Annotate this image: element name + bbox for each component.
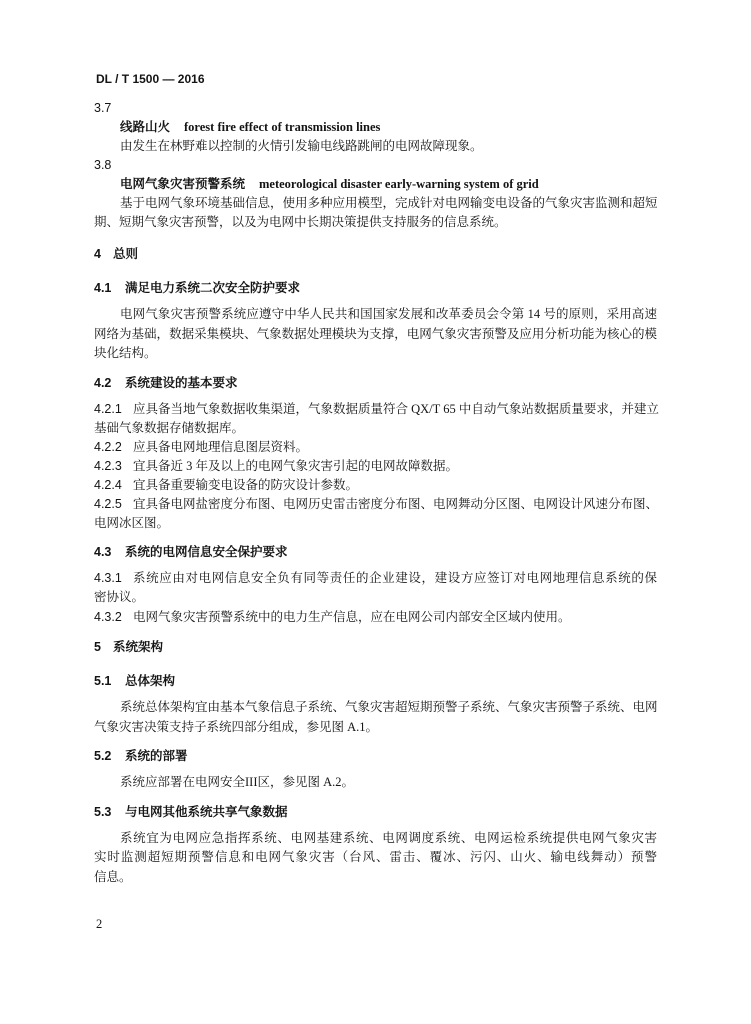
clause-line: 密协议。 bbox=[94, 590, 145, 604]
paragraph-line: 网络为基础，数据采集模块、气象数据处理模块为支撑，电网气象灾害预警及应用分析功能为核心的模 bbox=[94, 327, 657, 341]
term-chinese: 电网气象灾害预警系统 bbox=[120, 177, 246, 191]
clause-line: 电网冰区图。 bbox=[94, 516, 170, 530]
section-number: 4.1 bbox=[94, 281, 112, 295]
clause-number: 4.2.2 bbox=[94, 440, 122, 454]
term-definition-line: 由发生在林野难以控制的火情引发输电线路跳闸的电网故障现象。 bbox=[120, 139, 483, 153]
paragraph-line: 系统应部署在电网安全III区，参见图 A.2。 bbox=[120, 775, 355, 789]
section-title: 满足电力系统二次安全防护要求 bbox=[125, 281, 301, 295]
clause-number: 4.2.1 bbox=[94, 402, 122, 416]
paragraph-line: 信息。 bbox=[94, 870, 132, 884]
standard-number-header: DL / T 1500 — 2016 bbox=[96, 72, 205, 86]
clause-line: 宜具备重要输变电设备的防灾设计参数。 bbox=[133, 478, 359, 492]
paragraph-line: 电网气象灾害预警系统应遵守中华人民共和国国家发展和改革委员会令第 14 号的原则，采用高速 bbox=[120, 307, 657, 321]
clause-number: 4.2.3 bbox=[94, 459, 122, 473]
term-definition-line: 基于电网气象环境基础信息，使用多种应用模型，完成针对电网输变电设备的气象灾害监测和超短 bbox=[120, 196, 658, 210]
term-number: 3.7 bbox=[94, 101, 112, 115]
chapter-number: 4 bbox=[94, 247, 101, 261]
paragraph-line: 气象灾害决策支持子系统四部分组成，参见图 A.1。 bbox=[94, 720, 379, 734]
clause-number: 4.2.5 bbox=[94, 497, 122, 511]
paragraph-line: 系统宜为电网应急指挥系统、电网基建系统、电网调度系统、电网运检系统提供电网气象灾害 bbox=[120, 831, 657, 845]
chapter-title: 系统架构 bbox=[113, 640, 164, 654]
paragraph-line: 系统总体架构宜由基本气象信息子系统、气象灾害超短期预警子系统、气象灾害预警子系统、电网 bbox=[120, 700, 658, 714]
term-english: forest fire effect of transmission lines bbox=[184, 120, 381, 134]
chapter-title: 总则 bbox=[113, 247, 139, 261]
clause-number: 4.2.4 bbox=[94, 478, 122, 492]
clause-line: 宜具备近 3 年及以上的电网气象灾害引起的电网故障数据。 bbox=[133, 459, 459, 473]
term-heading bbox=[120, 177, 539, 192]
clause-line: 基础气象数据存储数据库。 bbox=[94, 421, 245, 435]
page-number: 2 bbox=[96, 917, 103, 931]
chapter-number: 5 bbox=[94, 640, 101, 654]
section-title: 总体架构 bbox=[125, 674, 176, 688]
paragraph-line: 块化结构。 bbox=[94, 346, 157, 360]
clause-line: 系统应由对电网信息安全负有同等责任的企业建设，建设方应签订对电网地理信息系统的保 bbox=[133, 571, 657, 585]
section-title: 系统的电网信息安全保护要求 bbox=[125, 545, 288, 559]
clause-line: 应具备当地气象数据收集渠道，气象数据质量符合 QX/T 65 中自动气象站数据质量要求，并建立 bbox=[133, 402, 659, 416]
section-title: 与电网其他系统共享气象数据 bbox=[125, 805, 288, 819]
term-number: 3.8 bbox=[94, 158, 112, 172]
term-english: meteorological disaster early-warning system of grid bbox=[259, 177, 539, 191]
section-title: 系统建设的基本要求 bbox=[125, 376, 238, 390]
section-number: 4.2 bbox=[94, 376, 112, 390]
clause-number: 4.3.1 bbox=[94, 571, 122, 585]
clause-line: 应具备电网地理信息图层资料。 bbox=[133, 440, 309, 454]
clause-number: 4.3.2 bbox=[94, 610, 122, 624]
section-number: 5.3 bbox=[94, 805, 112, 819]
paragraph-line: 实时监测超短期预警信息和电网气象灾害（台风、雷击、覆冰、污闪、山火、输电线舞动）预警 bbox=[94, 850, 657, 864]
term-heading bbox=[120, 120, 380, 135]
clause-line: 宜具备电网盐密度分布图、电网历史雷击密度分布图、电网舞动分区图、电网设计风速分布图、 bbox=[133, 497, 659, 511]
section-title: 系统的部署 bbox=[125, 749, 188, 763]
section-number: 5.1 bbox=[94, 674, 112, 688]
section-number: 4.3 bbox=[94, 545, 112, 559]
term-chinese: 线路山火 bbox=[120, 120, 171, 134]
clause-line: 电网气象灾害预警系统中的电力生产信息，应在电网公司内部安全区域内使用。 bbox=[133, 610, 571, 624]
section-number: 5.2 bbox=[94, 749, 112, 763]
term-definition-line: 期、短期气象灾害预警，以及为电网中长期决策提供支持服务的信息系统。 bbox=[94, 215, 507, 229]
